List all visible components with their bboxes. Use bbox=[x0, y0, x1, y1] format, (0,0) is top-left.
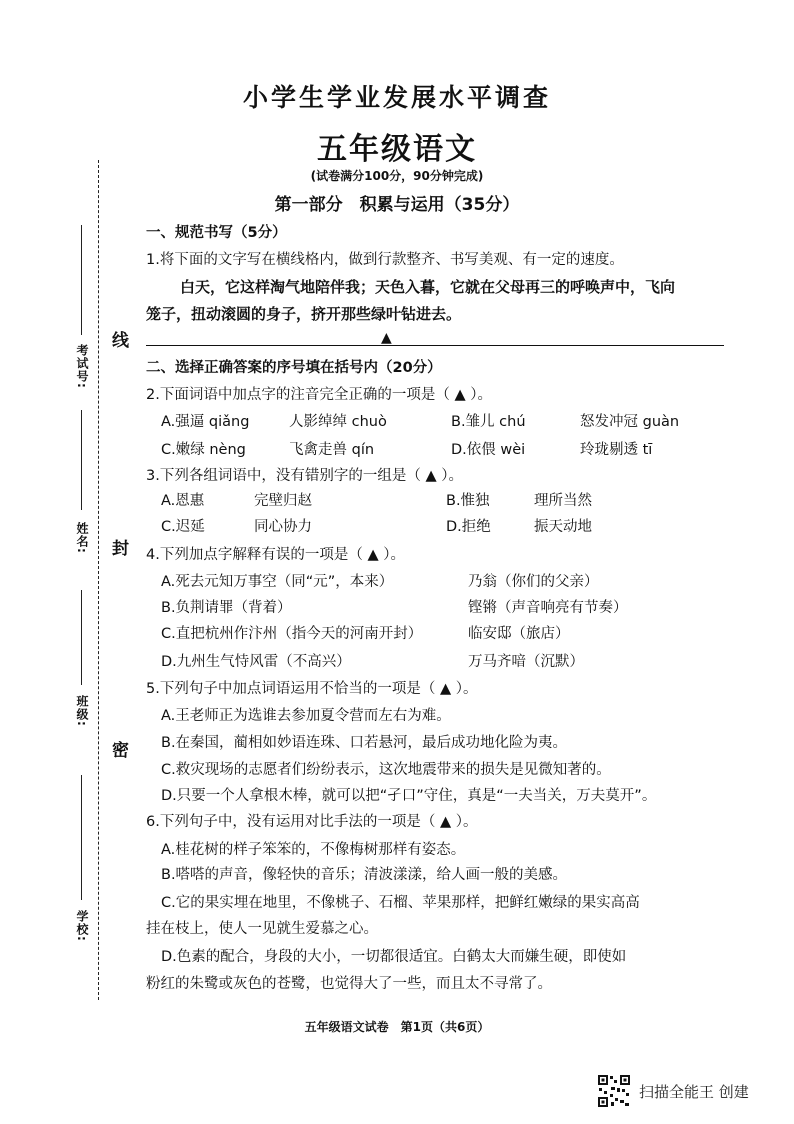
q6-option-a: A.桂花树的样子笨笨的，不像梅树那样有姿态。 bbox=[161, 842, 466, 858]
q4-stem: 4.下列加点字解释有误的一项是（ ▲ ）。 bbox=[146, 547, 405, 563]
copy-text-line2: 笼子，扭动滚圆的身子，挤开那些绿叶钻进去。 bbox=[146, 305, 462, 323]
q3-option-b: B.惟独 bbox=[446, 493, 490, 509]
exam-title: 小学生学业发展水平调查 bbox=[242, 83, 551, 112]
q2-option-a2: 人影绰绰 chuò bbox=[289, 414, 387, 430]
q2-option-c: C.嫩绿 nèng bbox=[161, 442, 246, 458]
q6-option-d-line2: 粉红的朱鹭或灰色的苍鹭，也觉得大了一些，而且太不寻常了。 bbox=[146, 976, 552, 992]
q5-option-c: C.救灾现场的志愿者们纷纷表示，这次地震带来的损失是见微知著的。 bbox=[161, 762, 611, 778]
q4-option-b: B.负荆请罪（背着） bbox=[161, 600, 292, 616]
exam-subject: 五年级语文 bbox=[317, 132, 477, 167]
q2-option-d: D.依偎 wèi bbox=[451, 442, 526, 458]
page-footer: 五年级语文试卷 第1页（共6页） bbox=[304, 1020, 490, 1034]
name-blank bbox=[81, 410, 82, 510]
q3-stem: 3.下列各组词语中，没有错别字的一组是（ ▲ ）。 bbox=[146, 468, 463, 484]
q6-option-b: B.嗒嗒的声音，像轻快的音乐；清波漾漾，给人画一般的美感。 bbox=[161, 867, 568, 883]
q5-option-d: D.只要一个人拿根木棒，就可以把“孑口”守住，真是“一夫当关，万夫莫开”。 bbox=[161, 788, 657, 804]
scanner-watermark: 扫描全能王 创建 bbox=[639, 1083, 749, 1101]
exam-id-blank bbox=[81, 225, 82, 335]
q4-option-a2: 乃翁（你们的父亲） bbox=[468, 574, 599, 590]
q6-option-d-line1: D.色素的配合，身段的大小，一切都很适宜。白鹤太大而嫌生硬，即使如 bbox=[161, 949, 627, 965]
q5-stem: 5.下列句子中加点词语运用不恰当的一项是（ ▲ ）。 bbox=[146, 681, 478, 697]
q4-option-d2: 万马齐喑（沉默） bbox=[468, 654, 584, 670]
q2-option-c2: 飞禽走兽 qín bbox=[289, 442, 375, 458]
binding-dashed-line bbox=[98, 160, 99, 1000]
q3-option-b2: 理所当然 bbox=[534, 493, 592, 509]
q4-option-b2: 铿锵（声音响亮有节奏） bbox=[468, 600, 628, 616]
q4-option-c2: 临安邸（旅店） bbox=[468, 626, 570, 642]
q2-stem: 2.下面词语中加点字的注音完全正确的一项是（ ▲ ）。 bbox=[146, 387, 492, 403]
binding-mark-seal: 封 bbox=[106, 536, 131, 559]
q6-option-c-line1: C.它的果实埋在地里，不像桃子、石榴、苹果那样，把鲜红嫩绿的果实高高 bbox=[161, 895, 640, 911]
q2-option-b2: 怒发冲冠 guàn bbox=[580, 414, 680, 430]
q3-option-a2: 完壁归赵 bbox=[254, 493, 312, 509]
q4-option-d: D.九州生气恃风雷（不高兴） bbox=[161, 654, 351, 670]
section1-heading: 一、规范书写（5分） bbox=[146, 225, 287, 241]
q3-option-a: A.恩惠 bbox=[161, 493, 205, 509]
q3-option-d2: 振天动地 bbox=[534, 519, 592, 535]
q3-option-c: C.迟延 bbox=[161, 519, 205, 535]
q5-option-a: A.王老师正为选谁去参加夏令营而左右为难。 bbox=[161, 708, 451, 724]
class-blank bbox=[81, 590, 82, 685]
exam-note: (试卷满分100分，90分钟完成) bbox=[310, 169, 484, 183]
q6-stem: 6.下列句子中，没有运用对比手法的一项是（ ▲ ）。 bbox=[146, 814, 478, 830]
answer-triangle: ▲ bbox=[381, 330, 392, 346]
q3-option-c2: 同心协力 bbox=[254, 519, 312, 535]
binding-mark-line: 线 bbox=[106, 328, 131, 351]
q5-option-b: B.在秦国，蔺相如妙语连珠、口若悬河，最后成功地化险为夷。 bbox=[161, 735, 568, 751]
section2-heading: 二、选择正确答案的序号填在括号内（20分） bbox=[146, 360, 442, 376]
part-title: 第一部分 积累与运用（35分） bbox=[274, 195, 520, 215]
q2-option-a: A.强逼 qiǎng bbox=[161, 414, 250, 430]
q4-option-a: A.死去元知万事空（同“元”，本来） bbox=[161, 574, 394, 590]
qr-code-icon bbox=[597, 1074, 631, 1108]
q2-option-d2: 玲珑剔透 tī bbox=[580, 442, 653, 458]
school-blank bbox=[81, 775, 82, 900]
section-divider bbox=[146, 345, 724, 346]
q2-option-b: B.雏儿 chú bbox=[451, 414, 526, 430]
school-label: 学校: bbox=[75, 910, 89, 942]
copy-text-line1: 白天，它这样淘气地陪伴我；天色入暮，它就在父母再三的呼唤声中，飞向 bbox=[180, 278, 676, 296]
exam-id-label: 考试号: bbox=[75, 344, 89, 389]
binding-mark-sealed: 密 bbox=[106, 738, 131, 761]
class-label: 班级: bbox=[75, 695, 89, 727]
q6-option-c-line2: 挂在枝上，使人一见就生爱慕之心。 bbox=[146, 921, 378, 937]
q1-stem: 1.将下面的文字写在横线格内，做到行款整齐、书写美观、有一定的速度。 bbox=[146, 252, 624, 268]
q4-option-c: C.直把杭州作汴州（指今天的河南开封） bbox=[161, 626, 423, 642]
name-label: 姓名: bbox=[75, 522, 89, 554]
q3-option-d: D.拒绝 bbox=[446, 519, 491, 535]
